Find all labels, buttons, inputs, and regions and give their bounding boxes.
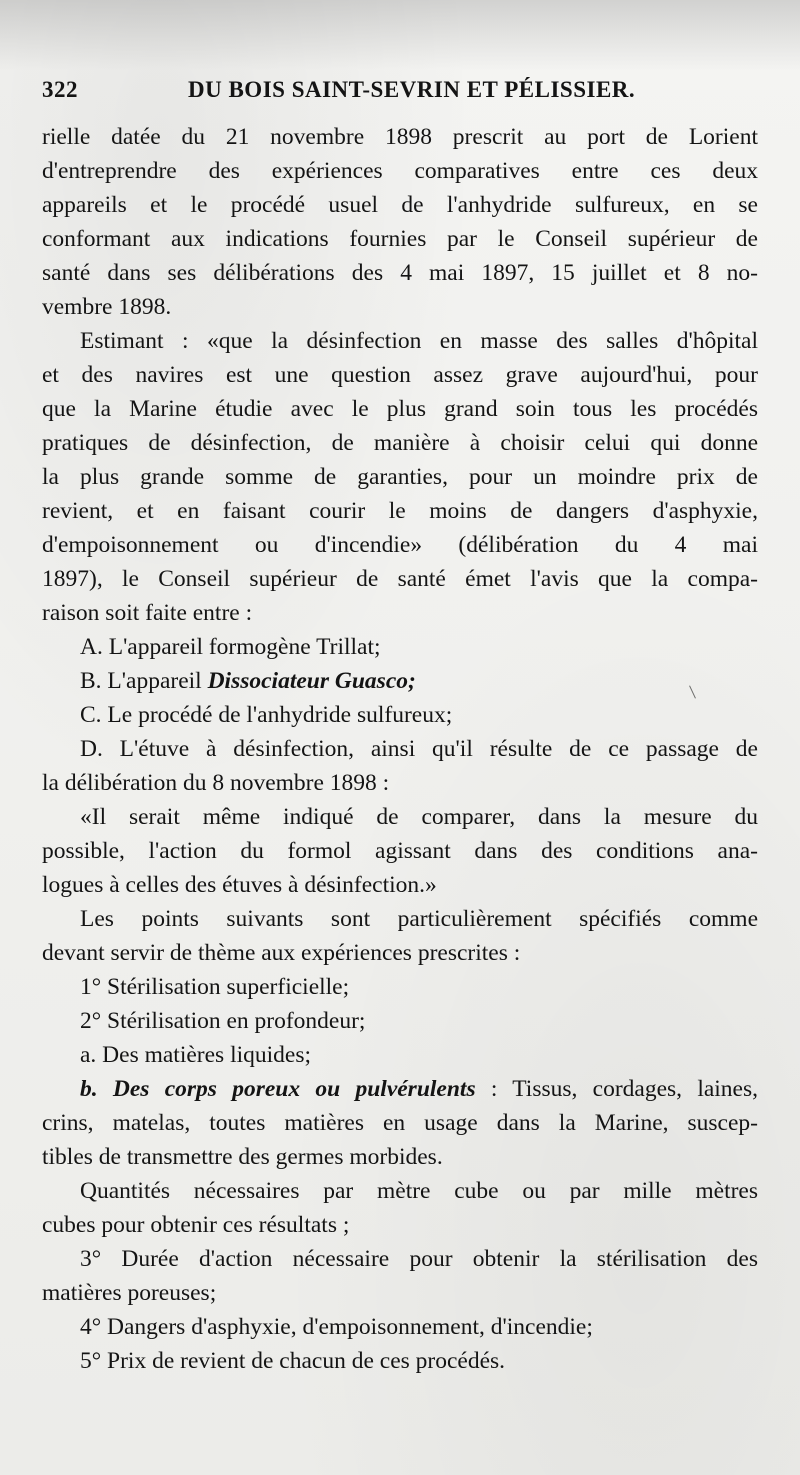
body-line-13: d'empoisonnement ou d'incendie» (délibération du 4 mai (42, 532, 758, 558)
body-line-9: que la Marine étudie avec le plus grand soin tous les procédés (42, 396, 758, 422)
list-item-5: 5° Prix de revient de chacun de ces procédés. (80, 1348, 506, 1374)
body-line-7: Estimant : «que la désinfection en masse des salles d'hôpital (80, 328, 758, 354)
body-line-21: la délibération du 8 novembre 1898 : (42, 770, 390, 796)
list-item-b (42, 664, 758, 698)
sublist-item-b-label: b. (80, 1076, 98, 1102)
body-line-4: conformant aux indications fournies par le Conseil supérieur de (42, 226, 758, 252)
list-item-1: 1° Stérilisation superficielle; (80, 974, 350, 1000)
body-line-14: 1897), le Conseil supérieur de santé émet l'avis que la compa- (42, 566, 758, 592)
page-body (42, 120, 758, 1378)
list-item-b-italic: Dissociateur Guasco; (207, 668, 416, 694)
running-title: DU BOIS SAINT-SEVRIN ET PÉLISSIER. (188, 77, 636, 102)
body-line-34: tibles de transmettre des germes morbides. (42, 1144, 443, 1170)
list-item-a: A. L'appareil formogène Trillat; (80, 634, 381, 660)
scan-shadow (0, 0, 800, 70)
body-line-11: la plus grande somme de garanties, pour un moindre prix de (42, 464, 758, 490)
quote-line-2: possible, l'action du formol agissant dans des conditions ana- (42, 838, 758, 864)
body-line-12: revient, et en faisant courir le moins de dangers d'asphyxie, (42, 498, 758, 524)
quote-line-3: logues à celles des étuves à désinfection.» (42, 872, 437, 898)
body-line-26: devant servir de thème aux expériences prescrites : (42, 940, 521, 966)
list-item-d: D. L'étuve à désinfection, ainsi qu'il résulte de ce passage de (80, 736, 758, 762)
body-line-3: appareils et le procédé usuel de l'anhydride sulfureux, en se (42, 192, 758, 218)
body-line-5: santé dans ses délibérations des 4 mai 1897, 15 juillet et 8 no- (42, 260, 758, 286)
list-item-4: 4° Dangers d'asphyxie, d'empoisonnement, d'incendie; (80, 1314, 593, 1340)
body-line-8: et des navires est une question assez grave aujourd'hui, pour (42, 362, 758, 388)
list-item-3: 3° Durée d'action nécessaire pour obtenir la stérilisation des (80, 1246, 758, 1272)
sublist-item-b-text: : Tissus, cordages, laines, (490, 1076, 758, 1102)
body-line-1: rielle datée du 21 novembre 1898 prescrit au port de Lorient (42, 124, 758, 150)
body-line-10: pratiques de désinfection, de manière à choisir celui qui donne (42, 430, 758, 456)
body-line-25: Les points suivants sont particulièrement spécifiés comme (80, 906, 758, 932)
quote-line-1: «Il serait même indiqué de comparer, dans la mesure du (80, 804, 758, 830)
body-line-2: d'entreprendre des expériences comparatives entre ces deux (42, 158, 758, 184)
list-item-b-label: B. L'appareil (80, 668, 202, 694)
sublist-item-b-italic: Des corps poreux ou pulvérulents (112, 1076, 476, 1102)
body-line-33: crins, matelas, toutes matières en usage dans la Marine, suscep- (42, 1110, 758, 1136)
body-line-38: matières poreuses; (42, 1280, 217, 1306)
sublist-item-a: a. Des matières liquides; (80, 1042, 312, 1068)
page-number: 322 (42, 77, 78, 102)
body-line-15: raison soit faite entre : (42, 600, 253, 626)
body-line-35: Quantités nécessaires par mètre cube ou par mille mètres (80, 1178, 758, 1204)
body-line-36: cubes pour obtenir ces résultats ; (42, 1212, 350, 1238)
sublist-item-b (42, 1072, 758, 1106)
page-header (42, 77, 758, 109)
body-line-6: vembre 1898. (42, 294, 172, 320)
list-item-2: 2° Stérilisation en profondeur; (80, 1008, 366, 1034)
list-item-c: C. Le procédé de l'anhydride sulfureux; (80, 702, 453, 728)
